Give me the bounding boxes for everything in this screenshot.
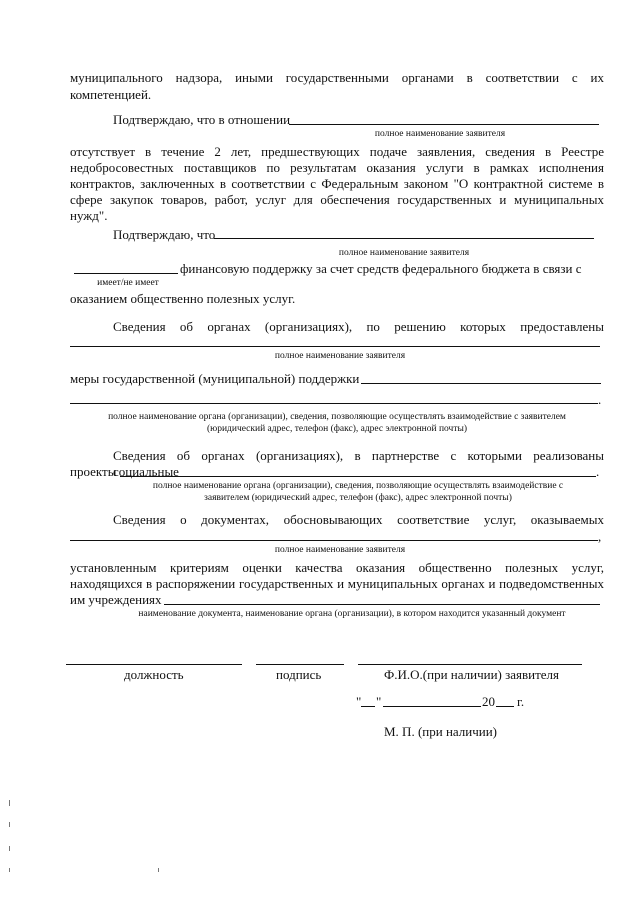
p5-caption-line2: заявителем (юридический адрес, телефон (факс), адрес электронной почты) [204,493,512,503]
applicant-name-field-1[interactable] [289,124,599,125]
p6-comma: , [598,529,602,544]
signature-field[interactable] [256,664,344,665]
p3-lead: Подтверждаю, что [113,227,216,242]
partner-organ-field[interactable] [120,476,596,477]
date-year-field[interactable] [496,706,514,707]
position-field[interactable] [66,664,242,665]
support-measures-field[interactable] [361,383,601,384]
date-month-field[interactable] [383,706,481,707]
scan-mark [9,822,10,827]
applicant-name-field-3[interactable] [70,346,600,347]
p2-caption: полное наименование заявителя [374,129,506,139]
scan-mark [158,868,159,872]
p2-line3: контрактов, заключенных в соответствии с Федеральным законом "О контрактной системе в [70,176,604,191]
scan-mark [9,800,10,806]
stamp-label: М. П. (при наличии) [384,724,498,739]
applicant-name-field-2[interactable] [214,238,594,239]
p3-caption2: имеет/не имеет [97,278,159,288]
scan-mark [9,868,10,872]
p4-caption1: полное наименование заявителя [274,351,406,361]
signature-label: подпись [276,667,322,682]
p2-line2: недобросовестных поставщиков по результатам оказания услуги в рамках исполнения [70,160,604,175]
p1-line2: компетенцией. [70,87,152,102]
p4-line1: Сведения об органах (организациях), по решению которых предоставлены [113,319,604,334]
position-label: должность [124,667,184,682]
full-name-field[interactable] [358,664,582,665]
p6-line2: установленным критериям оценки качества оказания общественно полезных услуг, [70,560,604,575]
full-name-label: Ф.И.О.(при наличии) заявителя [384,667,560,682]
p3-caption: полное наименование заявителя [338,248,470,258]
p2-line4: сфере закупок товаров, работ, услуг для обеспечения государственных и муниципальных [70,192,604,207]
has-support-field[interactable] [74,273,178,274]
applicant-name-field-4[interactable] [70,540,598,541]
support-organ-field[interactable] [70,403,598,404]
p4-period: . [598,392,602,407]
document-name-field[interactable] [164,604,600,605]
p5-period: . [596,464,600,479]
p2-line5: нужд". [70,208,108,223]
p6-line3: находящихся в распоряжении государственных и муниципальных органах и подведомственных [70,576,604,591]
p4-line2: меры государственной (муниципальной) поддержки [70,371,360,386]
p1-line1: муниципального надзора, иными государственными органами в соответствии с их [70,70,604,85]
date-year-suffix: г. [517,694,525,709]
p6-caption2: наименование документа, наименование органа (организации), в котором находится указанный документ [138,609,566,619]
p2-lead: Подтверждаю, что в отношении [113,112,291,127]
date-open-quote: " [356,694,362,709]
p5-line1: Сведения об органах (организациях), в партнерстве с которыми реализованы социальные [113,448,604,479]
p4-caption2-line1: полное наименование органа (организации), сведения, позволяющие осуществлять взаимодействие с заявителем [108,412,566,422]
p6-caption1: полное наименование заявителя [274,545,406,555]
p5-line2-lead: проекты [70,464,117,479]
date-year-prefix: 20 [482,694,495,709]
p4-caption2-line2: (юридический адрес, телефон (факс), адрес электронной почты) [206,424,468,434]
p2-line1: отсутствует в течение 2 лет, предшествующих подаче заявления, сведения в Реестре [70,144,604,159]
p6-line4-lead: им учреждениях [70,592,162,607]
date-close-quote: " [376,694,382,709]
p3-line1-rest: финансовую поддержку за счет средств федерального бюджета в связи с [180,261,582,276]
date-day-field[interactable] [361,706,375,707]
p3-line2: оказанием общественно полезных услуг. [70,291,296,306]
scan-mark [9,846,10,851]
p5-caption-line1: полное наименование органа (организации), сведения, позволяющие осуществлять взаимодействие с [152,481,564,491]
p6-line1: Сведения о документах, обосновывающих соответствие услуг, оказываемых [113,512,604,527]
